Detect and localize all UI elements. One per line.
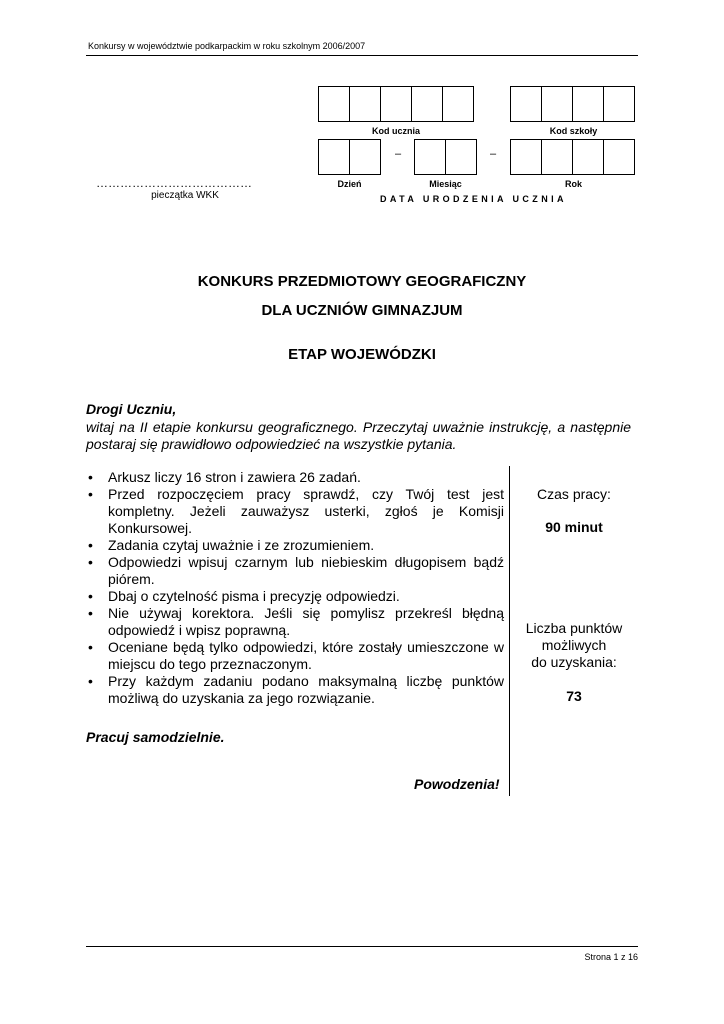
page-number: Strona 1 z 16	[584, 952, 638, 962]
intro-text: witaj na II etapie konkursu geograficznego. Przeczytaj uważnie instrukcję, a następnie postaraj się prawidłowo odpowiedzieć na wszystkie pytania.	[86, 419, 631, 452]
birth-year-cell[interactable]	[572, 139, 604, 175]
list-item: • Przy każdym zadaniu podano maksymalną liczbę punktów możliwą do uzyskania za jego rozwiązanie.	[86, 673, 504, 707]
birth-day-label: Dzień	[337, 179, 362, 189]
birth-day-cell[interactable]	[318, 139, 350, 175]
school-code-cell[interactable]	[572, 86, 604, 122]
birth-month-boxes	[414, 139, 477, 175]
points-label-1: Liczba punktów	[525, 620, 623, 636]
stamp-dotted-line: …………………………………	[96, 176, 252, 190]
contest-subtitle: DLA UCZNIÓW GIMNAZJUM	[261, 302, 463, 319]
school-code-cell[interactable]	[510, 86, 542, 122]
list-item: • Przed rozpoczęciem pracy sprawdź, czy Twój test jest kompletny. Jeżeli zauważysz usterki, zgłoś je Komisji Konkursowej.	[86, 486, 504, 537]
points-label-2: możliwych	[541, 637, 607, 653]
birth-month-cell[interactable]	[414, 139, 446, 175]
good-luck-note: Powodzenia!	[414, 776, 500, 792]
instructions-list	[86, 469, 504, 707]
student-code-cell[interactable]	[411, 86, 443, 122]
birth-day-boxes	[318, 139, 381, 175]
header-divider	[86, 55, 638, 56]
student-code-cell[interactable]	[349, 86, 381, 122]
birth-day-cell[interactable]	[349, 139, 381, 175]
student-code-cell[interactable]	[442, 86, 474, 122]
list-item: • Nie używaj korektora. Jeśli się pomylisz przekreśl błędną odpowiedź i wpisz poprawną.	[86, 605, 504, 639]
student-code-cell[interactable]	[318, 86, 350, 122]
school-code-cell[interactable]	[541, 86, 573, 122]
student-code-boxes	[318, 86, 474, 122]
birth-year-boxes	[510, 139, 635, 175]
work-alone-note: Pracuj samodzielnie.	[86, 729, 225, 745]
birth-date-caption: DATA URODZENIA UCZNIA	[380, 194, 567, 204]
list-item: • Arkusz liczy 16 stron i zawiera 26 zadań.	[86, 469, 504, 486]
footer-divider	[86, 946, 638, 947]
points-label-3: do uzyskania:	[531, 654, 617, 670]
birth-month-label: Miesiąc	[429, 179, 462, 189]
school-code-label: Kod szkoły	[549, 126, 598, 136]
list-item: • Oceniane będą tylko odpowiedzi, które zostały umieszczone w miejscu do tego przeznaczonym.	[86, 639, 504, 673]
page-header: Konkursy w województwie podkarpackim w roku szkolnym 2006/2007	[88, 41, 366, 51]
birth-year-cell[interactable]	[603, 139, 635, 175]
student-code-cell[interactable]	[380, 86, 412, 122]
greeting: Drogi Uczniu,	[86, 401, 177, 417]
contest-stage: ETAP WOJEWÓDZKI	[288, 346, 436, 363]
list-item: • Zadania czytaj uważnie i ze zrozumieniem.	[86, 537, 504, 554]
birth-year-cell[interactable]	[541, 139, 573, 175]
stamp-label: pieczątka WKK	[151, 190, 219, 201]
birth-month-cell[interactable]	[445, 139, 477, 175]
school-code-cell[interactable]	[603, 86, 635, 122]
list-item: • Odpowiedzi wpisuj czarnym lub niebieskim długopisem bądź piórem.	[86, 554, 504, 588]
contest-title: KONKURS PRZEDMIOTOWY GEOGRAFICZNY	[197, 273, 527, 290]
birth-year-cell[interactable]	[510, 139, 542, 175]
list-item: • Dbaj o czytelność pisma i precyzję odpowiedzi.	[86, 588, 504, 605]
date-separator: –	[490, 148, 497, 160]
date-separator: –	[395, 148, 402, 160]
time-value: 90 minut	[545, 519, 603, 535]
school-code-boxes	[510, 86, 635, 122]
birth-year-label: Rok	[564, 179, 582, 189]
time-label: Czas pracy:	[537, 486, 611, 502]
student-code-label: Kod ucznia	[371, 126, 420, 136]
points-value: 73	[566, 688, 582, 704]
